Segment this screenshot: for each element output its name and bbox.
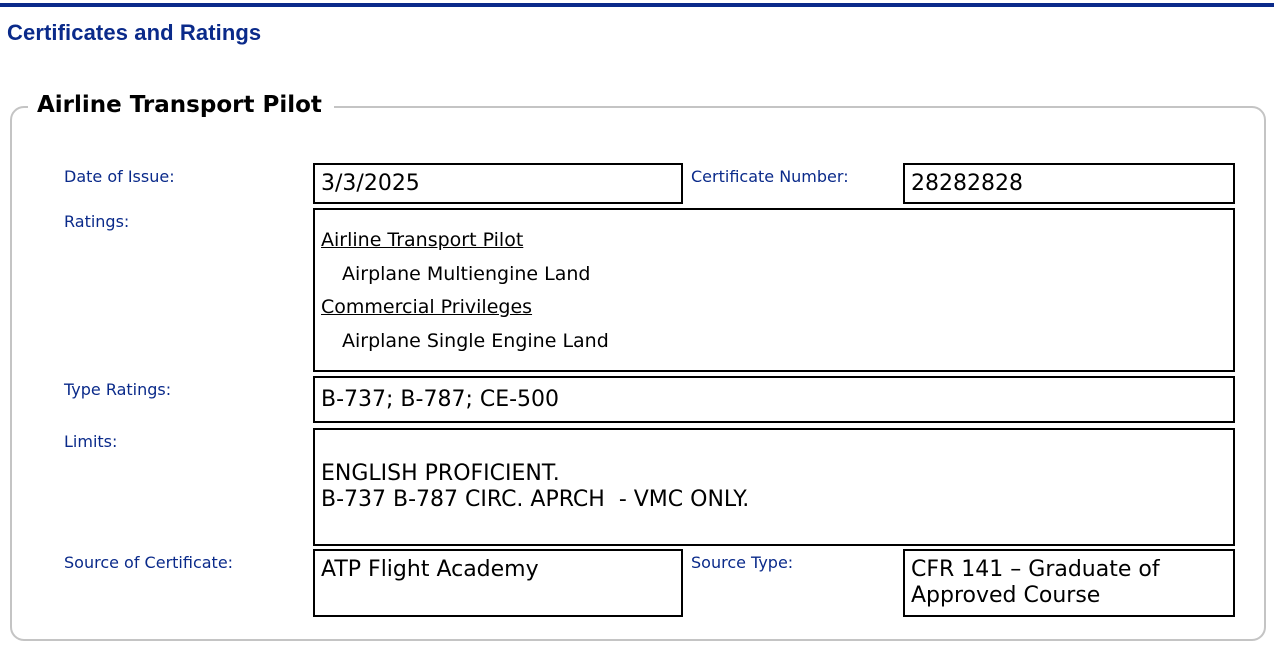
ratings-field bbox=[313, 208, 1235, 372]
certificate-title: Airline Transport Pilot bbox=[28, 92, 334, 118]
source-of-certificate-label: Source of Certificate: bbox=[64, 553, 234, 572]
rating-item: Airplane Single Engine Land bbox=[342, 330, 609, 352]
date-of-issue-label: Date of Issue: bbox=[64, 167, 175, 186]
source-type-line: Approved Course bbox=[911, 583, 1101, 608]
date-of-issue-field bbox=[313, 163, 683, 204]
rating-group-commercial: Commercial Privileges bbox=[321, 296, 533, 318]
source-type-line: CFR 141 – Graduate of bbox=[911, 557, 1160, 582]
limits-line: B-737 B-787 CIRC. APRCH - VMC ONLY. bbox=[321, 487, 750, 512]
certificate-number-label: Certificate Number: bbox=[691, 167, 849, 186]
date-of-issue-value: 3/3/2025 bbox=[321, 171, 420, 196]
certificate-number-value: 28282828 bbox=[911, 171, 1023, 196]
limits-label: Limits: bbox=[64, 432, 118, 451]
section-title: Certificates and Ratings bbox=[7, 20, 262, 45]
source-of-certificate-field bbox=[313, 549, 683, 617]
certificate-number-field bbox=[903, 163, 1235, 204]
limits-field bbox=[313, 428, 1235, 546]
limits-line: ENGLISH PROFICIENT. bbox=[321, 461, 560, 486]
source-type-label: Source Type: bbox=[691, 553, 794, 572]
rating-group-atp: Airline Transport Pilot bbox=[321, 229, 524, 251]
type-ratings-field bbox=[313, 376, 1235, 423]
source-type-field bbox=[903, 549, 1235, 617]
type-ratings-value: B-737; B-787; CE-500 bbox=[321, 387, 560, 412]
type-ratings-label: Type Ratings: bbox=[64, 380, 172, 399]
source-of-certificate-value: ATP Flight Academy bbox=[321, 557, 539, 582]
rating-item: Airplane Multiengine Land bbox=[342, 263, 591, 285]
top-divider bbox=[0, 3, 1274, 7]
ratings-label: Ratings: bbox=[64, 212, 130, 231]
